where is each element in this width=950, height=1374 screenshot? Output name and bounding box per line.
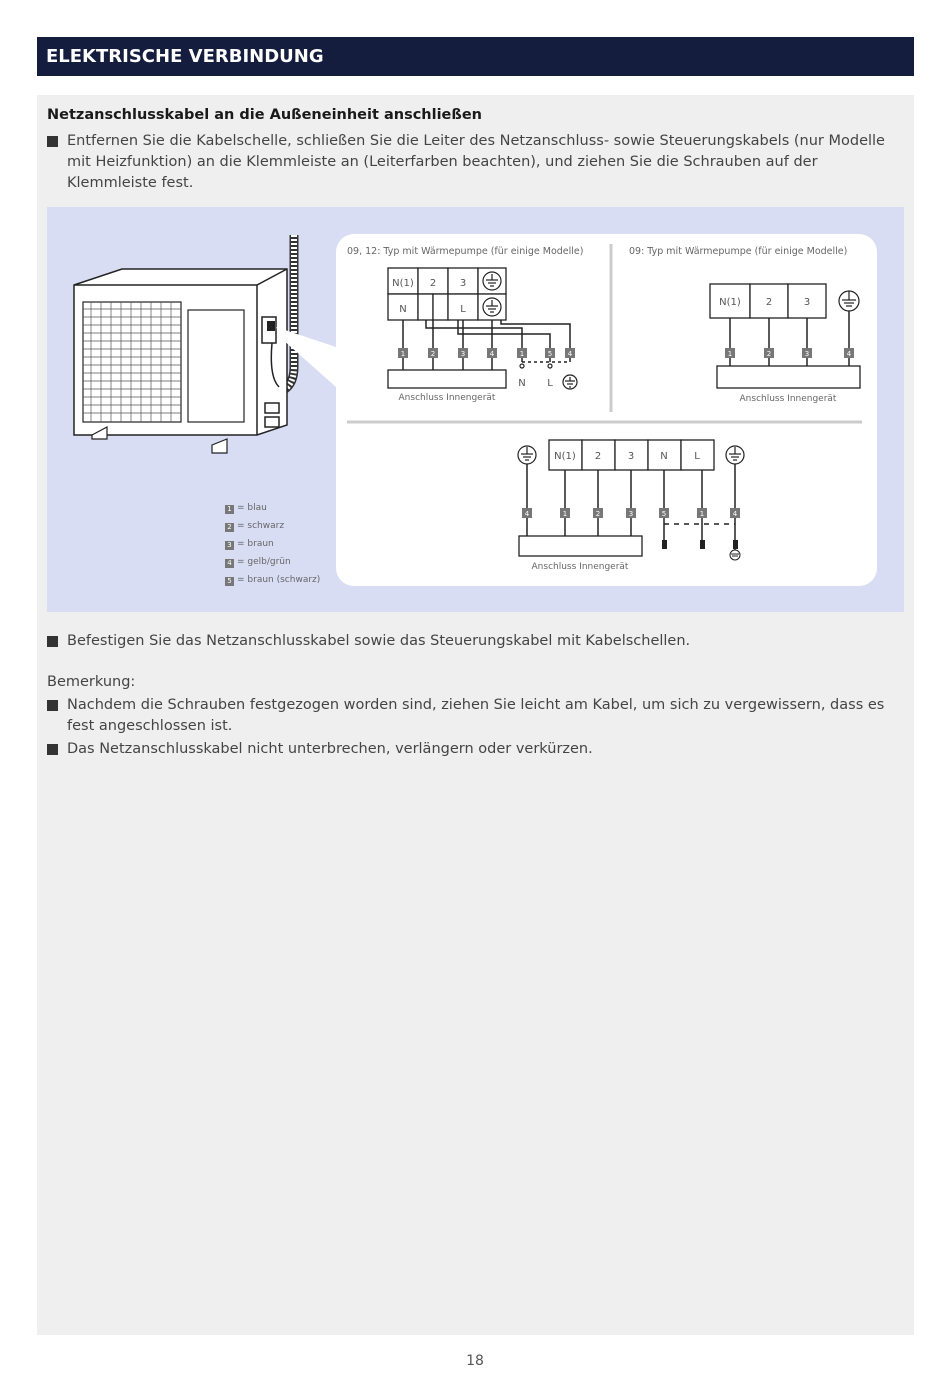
instruction-text-1: Entfernen Sie die Kabelschelle, schließen Sie die Leiter des Netzanschluss- sowie Steuerungskabels (nur Modelle mit Heizfunktion) an die Klemmleiste an (Leiterfarben beachten), und ziehen Sie die Schrauben auf der Klemmleiste fest. bbox=[67, 133, 885, 191]
instruction-text-2: Befestigen Sie das Netzanschlusskabel sowie das Steuerungskabel mit Kabelschellen. bbox=[67, 633, 691, 649]
wire-number: 3 bbox=[628, 510, 634, 518]
legend-text: = blau bbox=[237, 503, 267, 513]
wire-number: 2 bbox=[766, 350, 772, 358]
wiring-diagrams-card bbox=[336, 234, 877, 586]
ground-icon bbox=[730, 550, 740, 560]
d1-terminal-label: L bbox=[460, 304, 466, 315]
d1-terminal-label: N bbox=[399, 304, 407, 315]
legend-text: = gelb/grün bbox=[237, 557, 291, 567]
ground-icon bbox=[726, 446, 744, 464]
d2-terminal-label: N(1) bbox=[719, 297, 741, 308]
wire-number: 5 bbox=[547, 350, 553, 358]
wiring-diagrams bbox=[336, 234, 877, 586]
wire-number: 1 bbox=[727, 350, 733, 358]
section-title: ELEKTRISCHE VERBINDUNG bbox=[46, 46, 324, 67]
instruction-bullet-2 bbox=[47, 631, 897, 652]
instruction-bullet-1 bbox=[47, 131, 897, 194]
diagram1-title: 09, 12: Typ mit Wärmepumpe (für einige Modelle) bbox=[347, 246, 584, 257]
wiring-figure bbox=[47, 207, 904, 612]
bullet-square-icon bbox=[47, 744, 58, 755]
indoor-unit-block-d1 bbox=[388, 370, 506, 388]
d3-terminal-label: 2 bbox=[594, 451, 602, 462]
legend-item bbox=[225, 521, 345, 535]
page-number: 18 bbox=[466, 1353, 484, 1369]
section-header bbox=[37, 37, 914, 76]
wire-number: 3 bbox=[460, 350, 466, 358]
d1-terminal-label: 2 bbox=[429, 278, 437, 289]
d2-terminal-label: 3 bbox=[803, 297, 811, 308]
legend-text: = braun bbox=[237, 539, 274, 549]
content-panel bbox=[37, 95, 914, 1335]
wire-number: 1 bbox=[400, 350, 406, 358]
diagram2-title: 09: Typ mit Wärmepumpe (für einige Modelle) bbox=[629, 246, 848, 257]
wire-number: 3 bbox=[804, 350, 810, 358]
wire-number: 1 bbox=[519, 350, 525, 358]
legend-text: = schwarz bbox=[237, 521, 285, 531]
d3-terminal-label: 3 bbox=[627, 451, 635, 462]
ground-icon bbox=[518, 446, 536, 464]
note-bullet-2 bbox=[47, 739, 897, 760]
wire-number: 4 bbox=[567, 350, 573, 358]
note-title: Bemerkung: bbox=[47, 674, 136, 690]
indoor-unit-block-d2 bbox=[717, 366, 860, 388]
legend-number-badge: 2 bbox=[225, 523, 234, 532]
wire-number: 4 bbox=[846, 350, 852, 358]
wire-number: 4 bbox=[489, 350, 495, 358]
d1-terminal-label: 3 bbox=[459, 278, 467, 289]
note-bullet-1 bbox=[47, 695, 897, 737]
ground-icon bbox=[563, 375, 577, 389]
legend-number-badge: 3 bbox=[225, 541, 234, 550]
legend-number-badge: 1 bbox=[225, 505, 234, 514]
supply-label: N bbox=[518, 378, 526, 389]
d3-terminal-label: N bbox=[660, 451, 668, 462]
wire-number: 1 bbox=[562, 510, 568, 518]
wire-number: 4 bbox=[732, 510, 738, 518]
wire-number: 5 bbox=[661, 510, 667, 518]
bullet-square-icon bbox=[47, 636, 58, 647]
indoor-unit-block-d3 bbox=[519, 536, 642, 556]
bullet-square-icon bbox=[47, 136, 58, 147]
wire-number: 2 bbox=[430, 350, 436, 358]
legend-item bbox=[225, 539, 345, 553]
wire-number: 4 bbox=[524, 510, 530, 518]
indoor-unit-label-d2: Anschluss Innengerät bbox=[739, 394, 837, 404]
ground-icon bbox=[839, 291, 859, 311]
legend-item bbox=[225, 503, 345, 517]
supply-label: L bbox=[547, 378, 553, 389]
subsection-heading: Netzanschlusskabel an die Außeneinheit anschließen bbox=[47, 107, 482, 123]
note-text-2: Das Netzanschlusskabel nicht unterbrechen, verlängern oder verkürzen. bbox=[67, 741, 593, 757]
d3-terminal-label: L bbox=[694, 451, 700, 462]
legend-number-badge: 5 bbox=[225, 577, 234, 586]
wire-number: 2 bbox=[595, 510, 601, 518]
d2-terminal-label: 2 bbox=[765, 297, 773, 308]
indoor-unit-label-d3: Anschluss Innengerät bbox=[531, 562, 629, 572]
legend-text: = braun (schwarz) bbox=[237, 575, 321, 585]
bullet-square-icon bbox=[47, 700, 58, 711]
wire-number: 1 bbox=[699, 510, 705, 518]
legend-number-badge: 4 bbox=[225, 559, 234, 568]
indoor-unit-label-d1: Anschluss Innengerät bbox=[398, 393, 496, 403]
d1-terminal-label: N(1) bbox=[392, 278, 414, 289]
legend-item bbox=[225, 557, 345, 571]
note-text-1: Nachdem die Schrauben festgezogen worden sind, ziehen Sie leicht am Kabel, um sich zu vergewissern, dass es fest angeschlossen ist. bbox=[67, 697, 885, 734]
d3-terminal-label: N(1) bbox=[554, 451, 576, 462]
